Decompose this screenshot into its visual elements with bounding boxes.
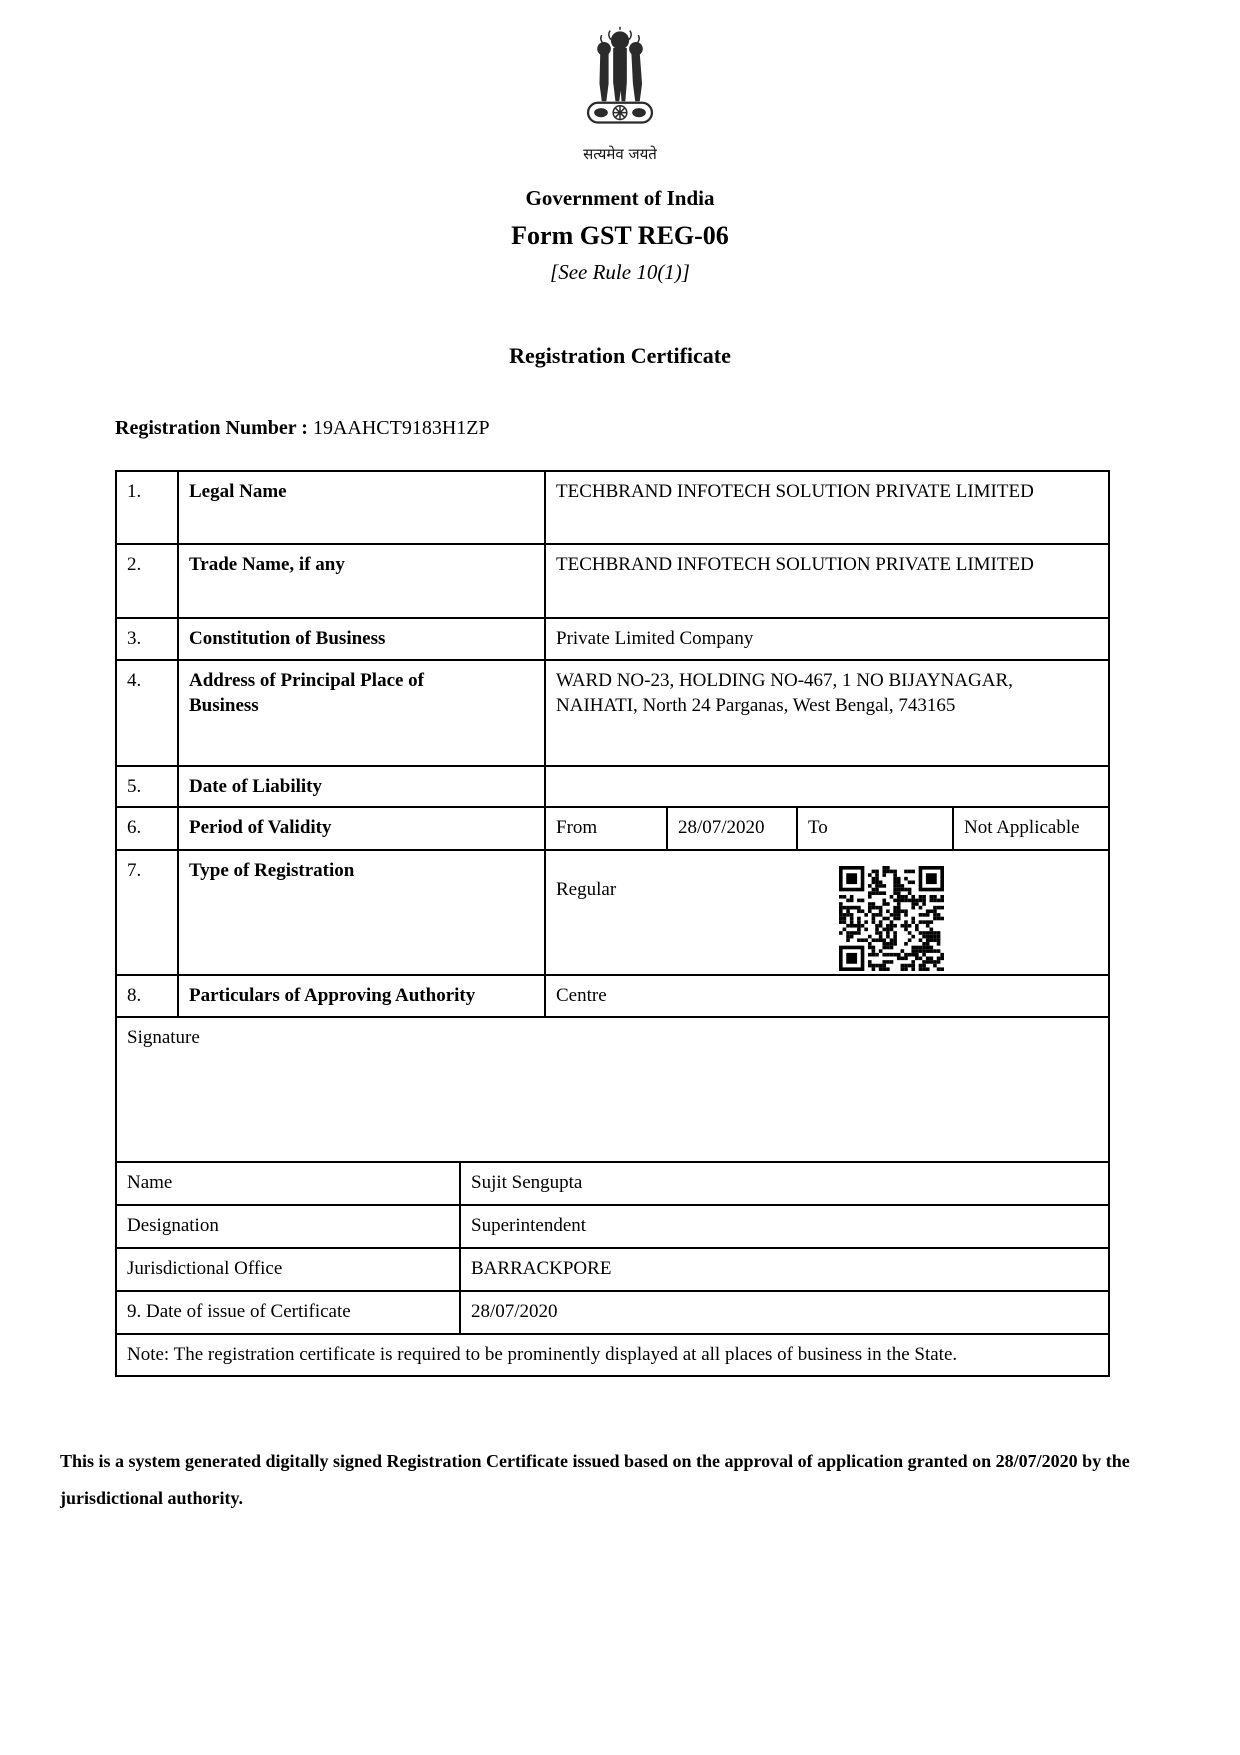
row-value: Private Limited Company xyxy=(544,619,1108,659)
row-value: 28/07/2020 xyxy=(459,1292,1108,1333)
table-row-date-of-liability xyxy=(117,765,1108,807)
validity-to-value: Not Applicable xyxy=(952,808,1108,849)
certificate-title: Registration Certificate xyxy=(509,343,731,368)
row-label: Type of Registration xyxy=(177,851,544,974)
row-label: Jurisdictional Office xyxy=(127,1257,283,1279)
row-label: Trade Name, if any xyxy=(177,545,544,617)
row-value xyxy=(544,851,1108,974)
digital-signature-note: This is a system generated digitally signed Registration Certificate issued based on the approval of application granted on 28/07/2020 by the jurisdictional authority. xyxy=(60,1450,1130,1509)
row-label: Designation xyxy=(127,1214,219,1236)
note-text: Note: The registration certificate is required to be prominently displayed at all places of business in the State. xyxy=(127,1343,958,1365)
row-label: Particulars of Approving Authority xyxy=(177,976,544,1016)
signature-label: Signature xyxy=(127,1026,200,1048)
row-number: 3. xyxy=(127,628,142,649)
table-row-type-of-registration xyxy=(117,849,1108,974)
table-row-note xyxy=(117,1333,1108,1375)
form-title: Form GST REG-06 xyxy=(511,221,729,250)
row-number: 6. xyxy=(127,817,142,839)
row-value: Sujit Sengupta xyxy=(459,1163,1108,1204)
table-row-date-of-issue xyxy=(117,1290,1108,1333)
row-value: Centre xyxy=(544,976,1108,1016)
lion-capital-icon xyxy=(582,26,658,140)
row-value: BARRACKPORE xyxy=(459,1249,1108,1290)
row-number: 5. xyxy=(127,775,142,797)
row-value: WARD NO-23, HOLDING NO-467, 1 NO BIJAYNAGAR, NAIHATI, North 24 Parganas, West Bengal, 743165 xyxy=(544,661,1108,765)
row-label: Constitution of Business xyxy=(177,619,544,659)
qr-code xyxy=(839,866,944,971)
row-label: Name xyxy=(127,1171,173,1193)
table-row-name xyxy=(117,1161,1108,1204)
table-row-legal-name xyxy=(117,472,1108,543)
row-number: 7. xyxy=(127,860,142,882)
validity-from-value: 28/07/2020 xyxy=(666,808,796,849)
row-value xyxy=(544,767,1108,807)
row-number: 4. xyxy=(127,669,142,691)
table-row-address xyxy=(117,659,1108,765)
row-value: TECHBRAND INFOTECH SOLUTION PRIVATE LIMITED xyxy=(544,472,1108,543)
certificate-table xyxy=(115,470,1110,1377)
table-row-jurisdictional-office xyxy=(117,1247,1108,1290)
row-number: 2. xyxy=(127,554,142,575)
table-row-signature xyxy=(117,1016,1108,1161)
registration-number-line xyxy=(115,417,1240,440)
document-header xyxy=(0,0,1240,285)
row-label: Period of Validity xyxy=(177,808,544,849)
row-value: TECHBRAND INFOTECH SOLUTION PRIVATE LIMITED xyxy=(544,545,1108,617)
table-row-constitution xyxy=(117,617,1108,659)
registration-number-label: Registration Number : xyxy=(115,417,308,439)
table-row-designation xyxy=(117,1204,1108,1247)
table-row-period-of-validity xyxy=(117,806,1108,849)
row-label: Address of Principal Place of Business xyxy=(177,661,544,765)
registration-type-value: Regular xyxy=(556,879,617,901)
rule-reference: [See Rule 10(1)] xyxy=(550,260,690,284)
registration-number-value: 19AAHCT9183H1ZP xyxy=(312,417,490,439)
row-number: 1. xyxy=(127,481,142,502)
government-title: Government of India xyxy=(525,186,715,210)
table-row-trade-name xyxy=(117,543,1108,617)
emblem-motto: सत्यमेव जयते xyxy=(583,145,657,163)
row-label: Date of Liability xyxy=(177,767,544,807)
table-row-approving-authority xyxy=(117,974,1108,1016)
validity-from-label: From xyxy=(544,808,666,849)
row-number: 8. xyxy=(127,985,142,1007)
validity-to-label: To xyxy=(796,808,952,849)
row-label: 9. Date of issue of Certificate xyxy=(127,1300,351,1322)
row-label: Legal Name xyxy=(177,472,544,543)
row-value: Superintendent xyxy=(459,1206,1108,1247)
india-emblem-icon xyxy=(0,0,1240,164)
